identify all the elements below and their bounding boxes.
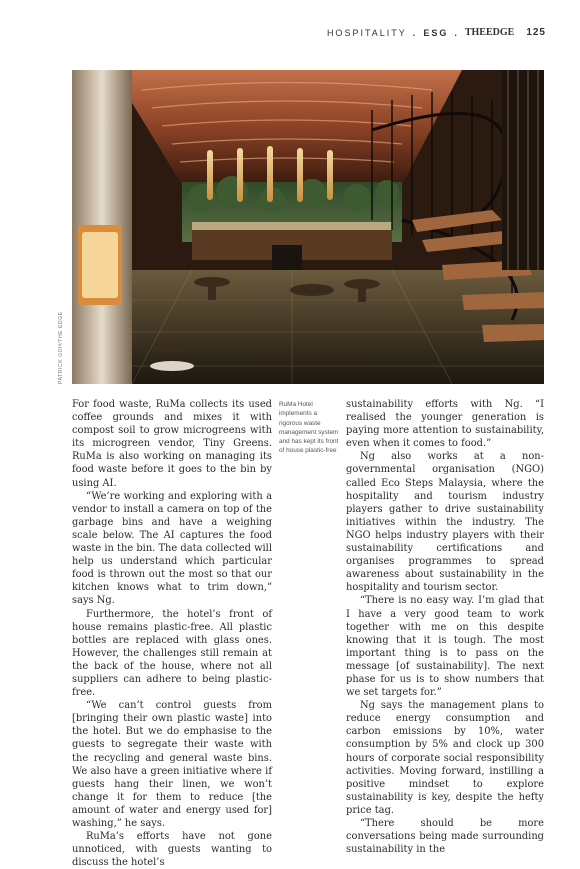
page-number: 125 bbox=[526, 27, 546, 38]
publication-logo: THEEDGE bbox=[464, 27, 515, 38]
running-header bbox=[327, 27, 546, 38]
photo-caption: RuMa Hotel implements a rigorous waste management system and has kept its front of house plastic-free bbox=[279, 401, 339, 455]
photo-credit: PATRICK GOH/THE EDGE bbox=[58, 311, 64, 384]
paragraph: Furthermore, the hotel’s front of house remains plastic-free. All plastic bottles are replaced with glass ones. However, the challenges still remain at the back of the house, where not all suppliers can adhere to being plastic-free. bbox=[72, 608, 272, 699]
paragraph: “There is no easy way. I’m glad that I have a very good team to work together with me on this despite knowing that it is tough. The most important thing is to pass on the message [of sustainability]. The next phase for us is to show numbers that we set targets for.” bbox=[346, 595, 544, 699]
paragraph: “We can’t control guests from [bringing their own plastic waste] into the hotel. But we do emphasise to the guests to segregate their waste with the recycling and general waste bins. We also have a green initiative where if guests hang their linen, we won’t change it for them to reduce [the amount of water and energy used for] washing,” he says. bbox=[72, 700, 272, 829]
article-column-right bbox=[346, 398, 544, 856]
paragraph: “There should be more conversations being made surrounding sustainability in the bbox=[346, 818, 544, 856]
tag-label: ESG bbox=[423, 27, 449, 38]
paragraph: “We’re working and exploring with a vendor to install a camera on top of the garbage bins and have a weighing scale below. The AI captures the food waste in the bin. The data collected will help us understand which particular food is thrown out the most so that our kitchen knows what to trim down,” says Ng. bbox=[72, 490, 272, 607]
paragraph: RuMa’s efforts have not gone unnoticed, with guests wanting to discuss the hotel’s bbox=[72, 831, 272, 869]
paragraph: sustainability efforts with Ng. “I realised the younger generation is paying more attention to sustainability, even when it comes to food.” bbox=[346, 399, 544, 450]
lobby-illustration bbox=[72, 70, 544, 384]
paragraph: Ng also works at a non-governmental organisation (NGO) called Eco Steps Malaysia, where the hospitality and tourism industry players gather to drive sustainability initiatives within the industry. The NGO helps industry players with their sustainability certifications and organises programmes to spread awareness about sustainability in the hospitality and tourism sector. bbox=[346, 451, 544, 594]
header-separator: . bbox=[454, 27, 459, 38]
header-separator: . bbox=[412, 27, 418, 38]
article-column-left bbox=[72, 398, 272, 869]
paragraph: For food waste, RuMa collects its used coffee grounds and mixes it with compost soil to grow microgreens with its microgreen vendor, Tiny Greens. RuMa is also working on managing its food waste before it goes to the bin by using AI. bbox=[72, 399, 272, 489]
hotel-lobby-photo bbox=[72, 70, 544, 384]
paragraph: Ng says the management plans to reduce energy consumption and carbon emissions by 10%, water consumption by 5% and clock up 300 hours of corporate social responsibility activities. Moving forward, instilling a positive mindset to explore sustainability is key, despite the hefty price tag. bbox=[346, 700, 544, 816]
section-label: HOSPITALITY bbox=[326, 27, 407, 38]
